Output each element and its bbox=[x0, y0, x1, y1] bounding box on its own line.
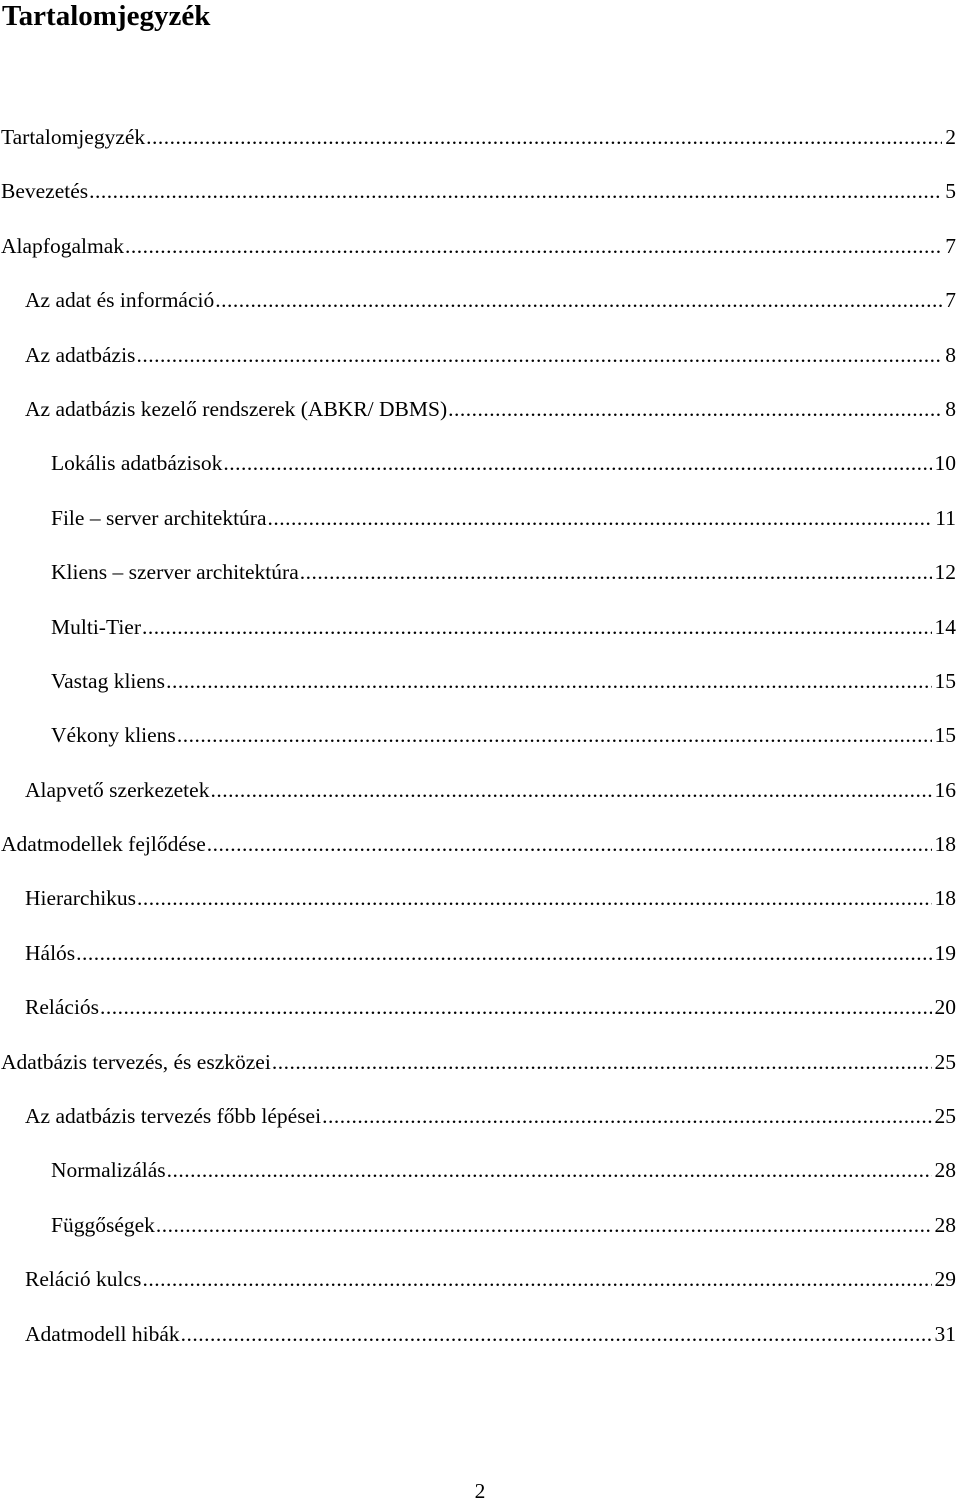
toc-entry-label: Adatmodell hibák bbox=[25, 1321, 180, 1346]
toc-entry-page: 7 bbox=[945, 233, 956, 258]
page-title: Tartalomjegyzék bbox=[2, 0, 211, 32]
toc-entry-label: Függőségek bbox=[51, 1212, 155, 1237]
toc-entry-page: 15 bbox=[934, 668, 956, 693]
table-of-contents bbox=[0, 119, 956, 1370]
toc-entry-page: 2 bbox=[945, 125, 956, 149]
toc-dot-leader bbox=[142, 609, 932, 645]
toc-dot-leader bbox=[166, 663, 931, 699]
toc-dot-leader bbox=[146, 119, 942, 155]
toc-entry[interactable] bbox=[0, 1098, 956, 1152]
toc-entry[interactable] bbox=[0, 228, 956, 282]
toc-entry[interactable] bbox=[0, 173, 956, 227]
toc-entry[interactable] bbox=[0, 772, 956, 826]
toc-dot-leader bbox=[272, 1044, 932, 1080]
toc-entry-page: 12 bbox=[934, 560, 956, 585]
toc-dot-leader bbox=[76, 935, 931, 971]
toc-entry-label: Relációs bbox=[25, 995, 100, 1020]
toc-entry-page: 15 bbox=[934, 723, 956, 748]
toc-dot-leader bbox=[215, 282, 942, 318]
toc-entry-page: 25 bbox=[934, 1104, 956, 1129]
toc-entry[interactable] bbox=[0, 554, 956, 608]
toc-dot-leader bbox=[207, 826, 932, 862]
toc-entry-page: 5 bbox=[945, 179, 956, 204]
toc-entry-label: File – server architektúra bbox=[51, 505, 267, 530]
toc-entry-page: 7 bbox=[945, 288, 956, 313]
toc-entry-label: Lokális adatbázisok bbox=[51, 451, 223, 476]
toc-entry-page: 31 bbox=[934, 1321, 956, 1346]
toc-dot-leader bbox=[448, 391, 942, 427]
toc-dot-leader bbox=[137, 880, 931, 916]
toc-entry[interactable] bbox=[0, 1261, 956, 1315]
toc-entry-label: Hierarchikus bbox=[25, 886, 137, 911]
toc-entry-label: Az adatbázis kezelő rendszerek (ABKR/ DBMS) bbox=[25, 396, 448, 421]
toc-dot-leader bbox=[300, 554, 932, 590]
toc-entry-page: 18 bbox=[934, 886, 956, 911]
toc-entry-label: Vastag kliens bbox=[51, 668, 166, 693]
toc-entry-label: Hálós bbox=[25, 940, 76, 965]
toc-entry[interactable] bbox=[0, 1044, 956, 1098]
toc-dot-leader bbox=[268, 500, 933, 536]
toc-dot-leader bbox=[156, 1207, 932, 1243]
toc-entry-label: Kliens – szerver architektúra bbox=[51, 560, 299, 585]
page-number: 2 bbox=[474, 1479, 486, 1503]
toc-dot-leader bbox=[177, 717, 932, 753]
toc-dot-leader bbox=[223, 445, 931, 481]
toc-entry-label: Adatbázis tervezés, és eszközei bbox=[1, 1049, 271, 1074]
toc-entry-label: Az adatbázis tervezés főbb lépései bbox=[25, 1104, 322, 1129]
toc-entry-label: Az adatbázis bbox=[25, 342, 136, 367]
toc-entry[interactable] bbox=[0, 391, 956, 445]
toc-entry-label: Reláció kulcs bbox=[25, 1267, 142, 1292]
toc-entry[interactable] bbox=[0, 1207, 956, 1261]
toc-entry-page: 29 bbox=[934, 1267, 956, 1292]
toc-entry[interactable] bbox=[0, 500, 956, 554]
toc-entry-label: Bevezetés bbox=[1, 179, 89, 204]
toc-entry[interactable] bbox=[0, 989, 956, 1043]
toc-entry[interactable] bbox=[0, 1152, 956, 1206]
toc-entry-label: Vékony kliens bbox=[51, 723, 176, 748]
toc-entry[interactable] bbox=[0, 935, 956, 989]
toc-entry[interactable] bbox=[0, 880, 956, 934]
toc-entry-label: Alapfogalmak bbox=[1, 233, 124, 258]
toc-entry[interactable] bbox=[0, 282, 956, 336]
toc-entry-label: Multi-Tier bbox=[51, 614, 141, 639]
toc-entry-page: 14 bbox=[934, 614, 956, 639]
toc-entry-label: Alapvető szerkezetek bbox=[25, 777, 210, 802]
toc-entry-label: Adatmodellek fejlődése bbox=[1, 832, 206, 857]
toc-entry[interactable] bbox=[0, 119, 956, 173]
toc-entry-page: 16 bbox=[934, 777, 956, 802]
toc-dot-leader bbox=[210, 772, 931, 808]
toc-dot-leader bbox=[181, 1316, 932, 1352]
toc-dot-leader bbox=[125, 228, 942, 264]
toc-dot-leader bbox=[100, 989, 931, 1025]
toc-entry[interactable] bbox=[0, 609, 956, 663]
toc-entry-page: 28 bbox=[934, 1158, 956, 1183]
toc-entry[interactable] bbox=[0, 826, 956, 880]
toc-entry-page: 18 bbox=[934, 832, 956, 857]
toc-entry[interactable] bbox=[0, 717, 956, 771]
toc-dot-leader bbox=[142, 1261, 931, 1297]
toc-entry[interactable] bbox=[0, 663, 956, 717]
toc-dot-leader bbox=[136, 337, 942, 373]
toc-entry-page: 8 bbox=[945, 396, 956, 421]
toc-entry-page: 20 bbox=[934, 995, 956, 1020]
toc-entry-page: 28 bbox=[934, 1212, 956, 1237]
toc-entry-page: 25 bbox=[934, 1049, 956, 1074]
toc-entry[interactable] bbox=[0, 1316, 956, 1370]
toc-entry[interactable] bbox=[0, 337, 956, 391]
toc-entry[interactable] bbox=[0, 445, 956, 499]
toc-entry-label: Tartalomjegyzék bbox=[1, 125, 146, 149]
toc-dot-leader bbox=[322, 1098, 931, 1134]
toc-entry-page: 19 bbox=[934, 940, 956, 965]
toc-entry-page: 11 bbox=[935, 505, 956, 530]
toc-entry-label: Az adat és információ bbox=[25, 288, 215, 313]
toc-entry-page: 10 bbox=[934, 451, 956, 476]
toc-dot-leader bbox=[89, 173, 942, 209]
toc-dot-leader bbox=[167, 1152, 932, 1188]
toc-entry-label: Normalizálás bbox=[51, 1158, 166, 1183]
toc-entry-page: 8 bbox=[945, 342, 956, 367]
